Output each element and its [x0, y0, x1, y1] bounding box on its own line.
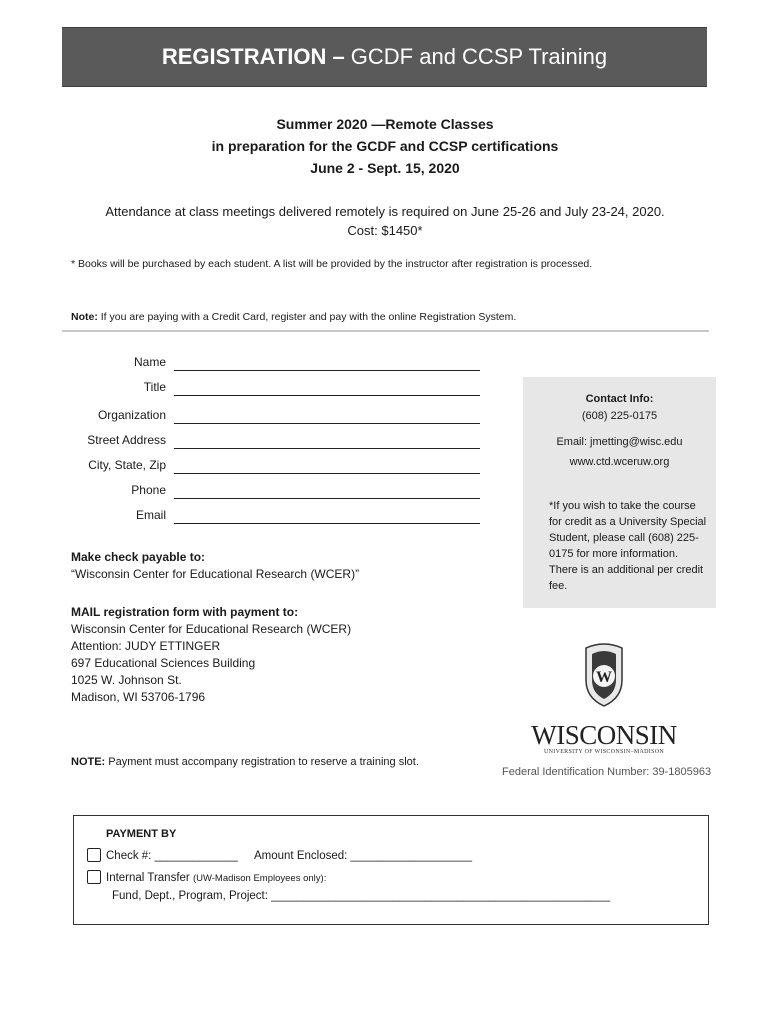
field-line[interactable] [174, 498, 480, 499]
title-bold: REGISTRATION – [161, 44, 345, 69]
field-label: Name [133, 355, 166, 369]
street-address-field[interactable] [0, 431, 480, 453]
mail-line: Wisconsin Center for Educational Research (WCER) [71, 622, 352, 636]
internal-transfer-checkbox[interactable] [87, 870, 101, 884]
cost-text: Cost: $1450* [347, 223, 423, 238]
payment-box [73, 815, 709, 925]
check-payable-section [71, 549, 359, 583]
check-number-label: Check #: _____________ [106, 850, 238, 862]
title-field[interactable] [0, 378, 480, 400]
internal-transfer-label [106, 872, 326, 884]
books-note: * Books will be purchased by each student. A list will be provided by the instructor after registration is processed. [71, 258, 593, 270]
contact-phone: (608) 225-0175 [581, 410, 658, 422]
payment-note-label: NOTE: [71, 756, 106, 768]
logo-subtitle: UNIVERSITY OF WISCONSIN–MADISON [544, 749, 664, 755]
field-label: Phone [131, 483, 166, 497]
email-field[interactable] [0, 506, 480, 528]
internal-transfer-text: Internal Transfer [106, 872, 190, 884]
divider [62, 330, 709, 332]
attendance-info [0, 202, 770, 240]
amount-enclosed-label: Amount Enclosed: ___________________ [254, 850, 473, 862]
program-line-1: Summer 2020 —Remote Classes [276, 116, 494, 132]
program-dates: June 2 - Sept. 15, 2020 [310, 160, 460, 176]
payment-heading: PAYMENT BY [106, 828, 177, 840]
check-payee: “Wisconsin Center for Educational Research (WCER)” [71, 567, 360, 581]
mail-section [71, 604, 351, 706]
field-line[interactable] [174, 395, 480, 396]
attendance-text: Attendance at class meetings delivered remotely is required on June 25-26 and July 23-24, 2020. [105, 204, 665, 219]
internal-transfer-sub: (UW-Madison Employees only): [192, 873, 327, 884]
credit-card-note-text: If you are paying with a Credit Card, register and pay with the online Registration System. [97, 311, 517, 323]
title-rest: GCDF and CCSP Training [350, 44, 608, 69]
crest-icon [528, 640, 680, 710]
field-label: Organization [97, 408, 166, 422]
program-info [0, 113, 770, 179]
credit-card-note-label: Note: [71, 311, 98, 323]
mail-heading: MAIL registration form with payment to: [71, 605, 299, 619]
check-checkbox[interactable] [87, 848, 101, 862]
program-line-2: in preparation for the GCDF and CCSP certifications [211, 138, 559, 154]
field-line[interactable] [174, 423, 480, 424]
organization-field[interactable] [0, 406, 480, 428]
contact-website: www.ctd.wceruw.org [569, 456, 670, 468]
title-banner [62, 27, 707, 87]
field-label: Street Address [87, 433, 166, 447]
mail-line: 1025 W. Johnson St. [71, 673, 182, 687]
payment-note-text: Payment must accompany registration to reserve a training slot. [105, 756, 419, 768]
city-state-zip-field[interactable] [0, 456, 480, 478]
fund-label: Fund, Dept., Program, Project: _____________________________________________________ [112, 890, 611, 902]
phone-field[interactable] [0, 481, 480, 503]
contact-email: Email: jmetting@wisc.edu [556, 436, 683, 448]
name-field[interactable] [0, 353, 480, 375]
check-heading: Make check payable to: [71, 550, 206, 564]
field-line[interactable] [174, 473, 480, 474]
svg-text:W: W [596, 669, 612, 686]
mail-line: Attention: JUDY ETTINGER [71, 639, 221, 653]
mail-line: Madison, WI 53706-1796 [71, 690, 206, 704]
credit-note: *If you wish to take the course for credit as a University Special Student, please call (608) 225-0175 for more information. There is an additional per credit fee. [549, 500, 707, 592]
logo-wordmark: WISCONSIN [531, 720, 677, 750]
field-label: City, State, Zip [88, 458, 166, 472]
payment-note [71, 756, 419, 768]
field-label: Title [143, 380, 166, 394]
contact-title: Contact Info: [585, 393, 654, 405]
field-label: Email [135, 508, 166, 522]
contact-info-box [523, 377, 716, 608]
field-line[interactable] [174, 523, 480, 524]
federal-id: Federal Identification Number: 39-1805963 [502, 766, 712, 778]
field-line[interactable] [174, 370, 480, 371]
field-line[interactable] [174, 448, 480, 449]
uw-logo [528, 640, 680, 755]
credit-card-note [71, 311, 516, 323]
mail-line: 697 Educational Sciences Building [71, 656, 256, 670]
